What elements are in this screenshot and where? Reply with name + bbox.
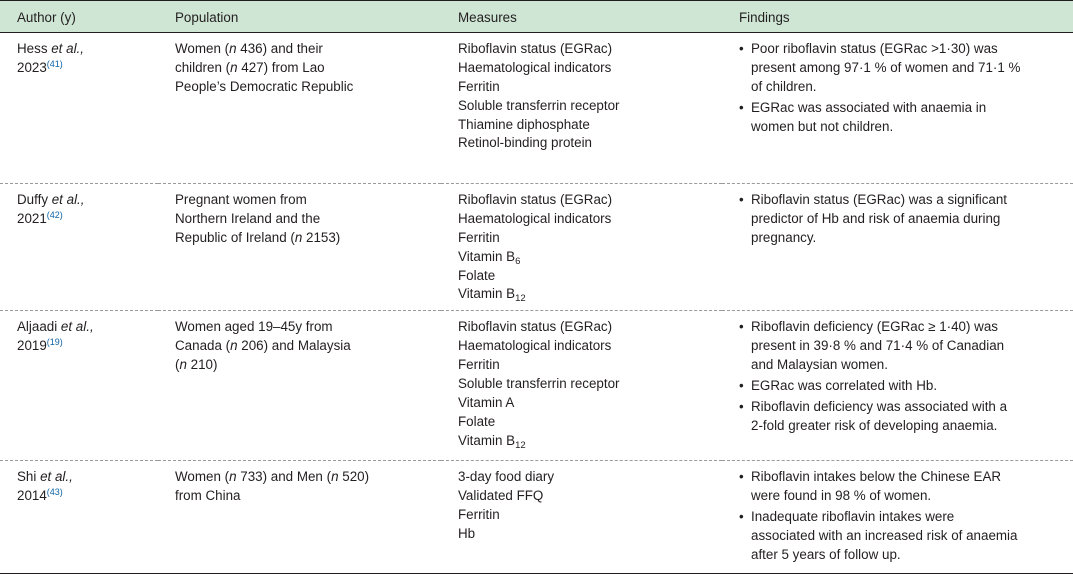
author-name: Aljaadi (17, 319, 61, 335)
population-text: Northern Ireland and the (175, 210, 321, 226)
measure-text: Ferritin (458, 229, 500, 245)
finding-line: • EGRac was associated with anaemia in (751, 99, 987, 115)
finding-line: and Malaysian women. (751, 357, 888, 373)
author-year: 2023 (17, 59, 47, 75)
population-n: n (331, 469, 339, 485)
author-name: Hess (17, 40, 52, 56)
measure-item (458, 229, 722, 248)
measure-item (458, 248, 722, 267)
population-text: 210) (186, 357, 218, 373)
population-cell (158, 311, 441, 461)
finding-line: after 5 years of follow up. (751, 546, 901, 562)
measure-text: Thiamine diphosphate (458, 116, 590, 132)
author-year: 2021 (17, 210, 47, 226)
header-population: Population (158, 1, 441, 33)
finding-line: 2-fold greater risk of developing anaemia. (751, 417, 998, 433)
population-text: Canada ( (175, 338, 231, 354)
finding-item (739, 468, 1073, 506)
population-text: Women ( (175, 40, 230, 56)
finding-line: were found in 98 % of women. (751, 488, 932, 504)
finding-line: associated with an increased risk of anaemia (751, 528, 1018, 544)
finding-item (739, 99, 1073, 137)
population-n: n (179, 357, 187, 373)
citation-ref: (41) (46, 58, 63, 69)
population-line (175, 59, 441, 78)
population-text: Republic of Ireland ( (175, 229, 295, 245)
population-line (175, 356, 441, 375)
measure-text: Folate (458, 267, 496, 283)
header-measures: Measures (441, 1, 722, 33)
measures-cell (441, 183, 722, 310)
finding-item (739, 191, 1073, 248)
population-text: 733) and Men ( (236, 469, 332, 485)
findings-cell (722, 32, 1073, 183)
finding-line: • Riboflavin deficiency was associated with a (751, 398, 1008, 414)
measure-item (458, 337, 722, 356)
measure-text: Riboflavin status (EGRac) (458, 40, 613, 56)
population-n: n (229, 469, 237, 485)
measure-text: Hb (458, 526, 476, 542)
table-row (0, 311, 1073, 461)
measure-text: Haematological indicators (458, 59, 612, 75)
finding-line: • EGRac was correlated with Hb. (751, 378, 938, 394)
population-text: 206) and Malaysia (237, 338, 351, 354)
measure-text: Ferritin (458, 357, 500, 373)
finding-line: women but not children. (751, 118, 894, 134)
findings-list (739, 191, 1073, 248)
population-text: 520) (338, 469, 370, 485)
measures-cell (441, 311, 722, 461)
population-line (175, 468, 441, 487)
measure-text: Ferritin (458, 78, 500, 94)
measure-text: Validated FFQ (458, 488, 544, 504)
table-row (0, 32, 1073, 183)
population-text: 436) and their (236, 40, 323, 56)
author-year: 2014 (17, 488, 47, 504)
table-row (0, 183, 1073, 310)
findings-cell (722, 311, 1073, 461)
measure-item (458, 210, 722, 229)
population-text: Women ( (175, 469, 230, 485)
author-line (17, 210, 158, 229)
finding-line: • Poor riboflavin status (EGRac >1·30) was (751, 40, 998, 56)
findings-list (739, 40, 1073, 137)
measure-subscript: 12 (515, 439, 526, 451)
finding-line: • Riboflavin intakes below the Chinese EAR (751, 469, 1002, 485)
measure-item (458, 413, 722, 432)
measure-item (458, 506, 722, 525)
author-cell (0, 461, 158, 574)
author-line (17, 337, 158, 356)
measure-text: Vitamin B (458, 248, 516, 264)
author-name: Duffy (17, 191, 52, 207)
finding-line: pregnancy. (751, 229, 817, 245)
population-text: from China (175, 488, 241, 504)
population-line (175, 318, 441, 337)
measure-text: Vitamin A (458, 394, 515, 410)
findings-cell (722, 183, 1073, 310)
author-etal: et al., (51, 191, 85, 207)
measure-text: Soluble transferrin receptor (458, 97, 620, 113)
population-n: n (230, 59, 238, 75)
author-line (17, 59, 158, 78)
findings-cell (722, 461, 1073, 574)
finding-item (739, 398, 1073, 436)
measure-item (458, 318, 722, 337)
population-line (175, 210, 441, 229)
population-text: Women aged 19–45y from (175, 319, 333, 335)
author-line (17, 468, 158, 487)
population-line (175, 191, 441, 210)
measure-text: Haematological indicators (458, 338, 612, 354)
finding-item (739, 318, 1073, 375)
author-line (17, 318, 158, 337)
population-n: n (229, 40, 237, 56)
header-row (0, 1, 1073, 33)
finding-line: • Riboflavin status (EGRac) was a significant (751, 191, 1008, 207)
population-cell (158, 461, 441, 574)
finding-line: predictor of Hb and risk of anaemia during (751, 210, 1001, 226)
population-line (175, 487, 441, 506)
measure-item (458, 432, 722, 451)
population-n: n (294, 229, 303, 245)
finding-line: of children. (751, 78, 817, 94)
author-etal: et al., (40, 469, 73, 485)
measure-text: Retinol-binding protein (458, 135, 592, 151)
measure-subscript: 6 (515, 255, 521, 267)
measure-item (458, 285, 722, 304)
measure-text: Haematological indicators (458, 210, 612, 226)
measure-item (458, 116, 722, 135)
header-findings: Findings (722, 1, 1073, 33)
population-text: People’s Democratic Republic (175, 78, 354, 94)
measure-text: Vitamin B (458, 286, 516, 302)
population-text: ( (175, 357, 180, 373)
table-row (0, 461, 1073, 574)
population-cell (158, 183, 441, 310)
measure-item (458, 375, 722, 394)
author-line (17, 487, 158, 506)
measure-text: Ferritin (458, 507, 500, 523)
measures-cell (441, 32, 722, 183)
population-text: children ( (175, 59, 231, 75)
measure-item (458, 78, 722, 97)
author-cell (0, 32, 158, 183)
measure-item (458, 468, 722, 487)
finding-line: • Inadequate riboflavin intakes were (751, 509, 955, 525)
finding-line: present among 97·1 % of women and 71·1 % (751, 59, 1021, 75)
measure-item (458, 394, 722, 413)
population-n: n (230, 338, 238, 354)
findings-list (739, 468, 1073, 565)
author-line (17, 191, 158, 210)
finding-item (739, 508, 1073, 565)
population-text: 2153) (302, 229, 341, 245)
measure-text: Riboflavin status (EGRac) (458, 191, 613, 207)
measure-item (458, 191, 722, 210)
citation-ref: (43) (46, 487, 63, 498)
author-etal: et al., (51, 40, 84, 56)
finding-item (739, 377, 1073, 396)
population-text: 427) from Lao (237, 59, 325, 75)
population-cell (158, 32, 441, 183)
finding-line: present in 39·8 % and 71·4 % of Canadian (751, 338, 1005, 354)
measure-item (458, 487, 722, 506)
measure-item (458, 40, 722, 59)
measure-text: Riboflavin status (EGRac) (458, 319, 613, 335)
finding-line: • Riboflavin deficiency (EGRac ≥ 1·40) was (751, 319, 998, 335)
findings-list (739, 318, 1073, 435)
measure-item (458, 267, 722, 286)
header-author: Author (y) (0, 1, 158, 33)
citation-ref: (42) (46, 209, 63, 220)
measure-text: 3-day food diary (458, 469, 555, 485)
measure-item (458, 525, 722, 544)
author-cell (0, 311, 158, 461)
measure-subscript: 12 (515, 293, 526, 305)
citation-ref: (19) (46, 337, 63, 348)
population-line (175, 229, 441, 248)
population-line (175, 40, 441, 59)
population-text: Pregnant women from (175, 191, 307, 207)
author-line (17, 40, 158, 59)
author-etal: et al., (60, 319, 94, 335)
author-name: Shi (17, 469, 41, 485)
measure-item (458, 59, 722, 78)
population-line (175, 78, 441, 97)
finding-item (739, 40, 1073, 97)
population-line (175, 337, 441, 356)
measure-item (458, 134, 722, 153)
author-cell (0, 183, 158, 310)
measure-text: Folate (458, 413, 496, 429)
measures-cell (441, 461, 722, 574)
measure-item (458, 97, 722, 116)
measure-text: Soluble transferrin receptor (458, 376, 620, 392)
measure-text: Vitamin B (458, 432, 516, 448)
measure-item (458, 356, 722, 375)
author-year: 2019 (17, 338, 47, 354)
